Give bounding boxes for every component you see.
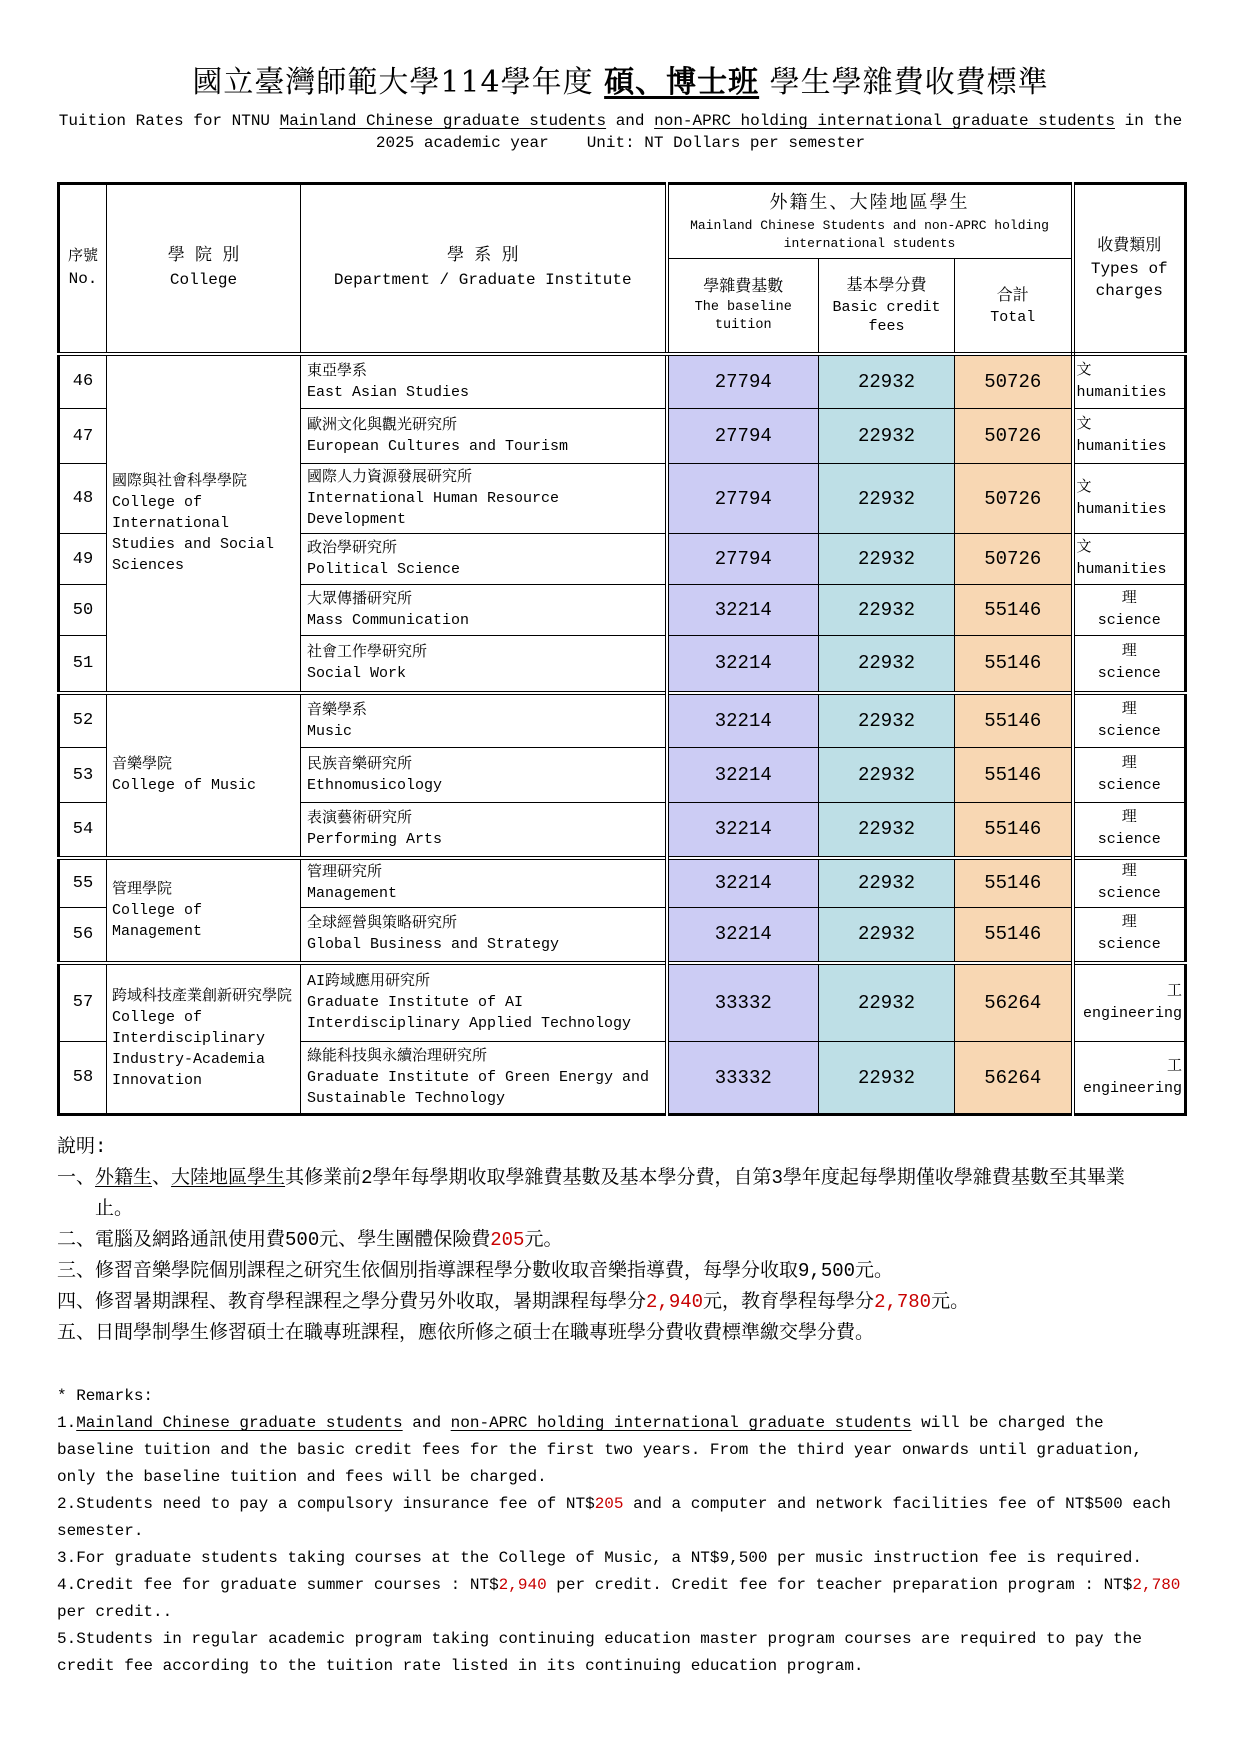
type-zh: 理 (1121, 863, 1137, 881)
remark-text: and (402, 1414, 451, 1432)
note-text: 日間學制學生修習碩士在職專班課程，應依所修之碩士在職專班學分費收費標準繳交學分費。 (95, 1322, 875, 1344)
type-en: humanities (1076, 438, 1167, 455)
subtitle-underlined-1: Mainland Chinese graduate students (279, 112, 607, 130)
college-en: College of Management (112, 901, 203, 940)
header-credit-en2: fees (868, 318, 905, 336)
department-cell (301, 693, 667, 748)
total-value: 50726 (955, 409, 1073, 464)
note-marker: 一、 (57, 1167, 96, 1189)
note-marker: 五、 (57, 1322, 96, 1344)
remark-number: 3. (57, 1549, 77, 1567)
college-zh: 音樂學院 (112, 756, 173, 773)
type-zh: 理 (1121, 590, 1137, 607)
type-en: science (1097, 722, 1161, 740)
department-cell (301, 1042, 667, 1115)
row-number: 58 (59, 1042, 107, 1115)
department-cell (301, 858, 667, 908)
total-value: 50726 (955, 534, 1073, 585)
unit-label: Unit: NT Dollars per semester (586, 134, 866, 152)
credit-value: 22932 (819, 636, 955, 693)
type-en: science (1097, 665, 1161, 683)
note-text: 電腦及網路通訊使用費500元、學生團體保險費 (95, 1229, 491, 1251)
total-value: 55146 (955, 585, 1073, 636)
table-row (59, 858, 1186, 908)
note-text: 元。 (931, 1291, 970, 1313)
total-value: 55146 (955, 908, 1073, 963)
department-en: Social Work (307, 665, 407, 683)
note-item-5 (57, 1318, 1157, 1349)
type-en: humanities (1076, 383, 1167, 401)
baseline-value: 32214 (667, 803, 819, 858)
remark-highlight-amount: 2,780 (1132, 1576, 1181, 1594)
remark-number: 2. (57, 1495, 77, 1513)
department-zh: 大眾傳播研究所 (307, 591, 413, 608)
note-text: 、 (152, 1167, 172, 1189)
remark-highlight-amount: 205 (594, 1495, 624, 1513)
college-en: College of Interdisciplinary Industry-Academia Innovation (112, 1009, 266, 1090)
credit-value: 22932 (819, 803, 955, 858)
credit-value: 22932 (819, 585, 955, 636)
department-zh: 歐洲文化與觀光研究所 (307, 417, 458, 434)
type-cell (1073, 464, 1186, 534)
subtitle-underlined-2: non-APRC holding international graduate students (654, 112, 1115, 130)
header-total (955, 259, 1073, 354)
academic-year: 2025 academic year (375, 134, 549, 152)
department-en: Performing Arts (307, 831, 443, 849)
note-text: 元，教育學程每學分 (703, 1291, 875, 1313)
type-zh: 理 (1121, 643, 1137, 661)
note-underlined: 外籍生 (95, 1167, 153, 1189)
baseline-value: 32214 (667, 858, 819, 908)
college-cell (107, 963, 301, 1115)
total-value: 56264 (955, 1042, 1073, 1115)
note-text: 元。 (524, 1229, 563, 1251)
row-number: 46 (59, 354, 107, 409)
header-group-zh: 外籍生、大陸地區學生 (769, 193, 970, 214)
tuition-table (57, 182, 1187, 1116)
college-cell (107, 858, 301, 963)
header-group-en1: Mainland Chinese Students and non-APRC holding (690, 217, 1049, 233)
department-cell (301, 534, 667, 585)
header-group-en2: international students (783, 235, 956, 251)
remark-text: per credit. Credit fee for teacher preparation program : NT$ (546, 1576, 1133, 1594)
header-types-en1: Types of (1090, 260, 1168, 279)
type-en: engineering (1082, 1004, 1182, 1022)
department-en: Management (307, 885, 398, 903)
type-zh: 文 (1076, 361, 1092, 379)
college-zh: 國際與社會科學學院 (112, 472, 248, 490)
header-credit-zh: 基本學分費 (846, 277, 927, 296)
department-cell (301, 908, 667, 963)
type-cell (1073, 963, 1186, 1042)
type-cell (1073, 693, 1186, 748)
remarks-label: * Remarks: (57, 1387, 154, 1405)
note-text: 修習暑期課程、教育學程課程之學分費另外收取，暑期課程每學分 (95, 1291, 647, 1313)
note-item-2 (57, 1225, 1157, 1256)
header-no (59, 184, 107, 354)
total-value: 50726 (955, 464, 1073, 534)
header-credit-fees (819, 259, 955, 354)
department-zh: 政治學研究所 (307, 540, 398, 557)
department-en: Political Science (307, 561, 461, 578)
header-student-group (667, 184, 1073, 259)
remark-number: 1. (57, 1414, 77, 1432)
department-zh: 表演藝術研究所 (307, 810, 413, 828)
note-item-1 (57, 1163, 1157, 1225)
title-emphasis: 碩、博士班 (604, 65, 760, 100)
header-college-en: College (169, 271, 238, 290)
college-zh: 管理學院 (112, 880, 173, 898)
remark-item-2 (57, 1491, 1185, 1545)
header-total-zh: 合計 (996, 286, 1029, 305)
type-cell (1073, 534, 1186, 585)
credit-value: 22932 (819, 908, 955, 963)
total-value: 55146 (955, 636, 1073, 693)
baseline-value: 27794 (667, 534, 819, 585)
remark-item-3 (57, 1545, 1185, 1572)
department-zh: 東亞學系 (307, 362, 368, 380)
note-body (95, 1163, 1157, 1225)
total-value: 50726 (955, 354, 1073, 409)
remark-text: per credit.. (57, 1603, 173, 1621)
department-en: Music (307, 722, 353, 740)
total-value: 55146 (955, 693, 1073, 748)
row-number: 48 (59, 464, 107, 534)
row-number: 49 (59, 534, 107, 585)
note-underlined: 大陸地區學生 (171, 1167, 286, 1189)
page-subtitle (57, 110, 1184, 154)
row-number: 52 (59, 693, 107, 748)
type-cell (1073, 748, 1186, 803)
type-en: humanities (1076, 500, 1167, 518)
type-en: science (1097, 936, 1161, 954)
page-title (57, 64, 1184, 102)
note-body (95, 1287, 1157, 1318)
department-en: Ethnomusicology (307, 777, 443, 794)
credit-value: 22932 (819, 748, 955, 803)
header-baseline-tuition (667, 259, 819, 354)
remark-highlight-amount: 2,940 (498, 1576, 547, 1594)
remark-item-1 (57, 1410, 1185, 1491)
department-zh: 管理研究所 (307, 864, 383, 882)
row-number: 57 (59, 963, 107, 1042)
note-item-4 (57, 1287, 1157, 1318)
credit-value: 22932 (819, 464, 955, 534)
remark-text: Students need to pay a compulsory insurance fee of NT$ (76, 1495, 595, 1513)
baseline-value: 32214 (667, 748, 819, 803)
type-zh: 文 (1076, 478, 1092, 496)
remark-underlined: Mainland Chinese graduate students (76, 1414, 403, 1432)
subtitle-line2 (57, 132, 1184, 154)
remark-text: will be charged the baseline tuition and the basic credit fees for the first two years. From the third year onwards until graduation, only the baseline tuition and fees will be charged. (57, 1414, 1142, 1486)
table-row (59, 693, 1186, 748)
credit-value: 22932 (819, 409, 955, 464)
type-zh: 理 (1121, 755, 1137, 772)
credit-value: 22932 (819, 1042, 955, 1115)
type-cell (1073, 908, 1186, 963)
baseline-value: 33332 (667, 1042, 819, 1115)
department-zh: 國際人力資源發展研究所 (307, 469, 473, 486)
header-department-en: Department / Graduate Institute (333, 271, 632, 290)
remark-item-5 (57, 1626, 1185, 1680)
title-suffix: 學生學雜費收費標準 (759, 65, 1049, 100)
department-en: Mass Communication (307, 612, 470, 629)
note-highlight-amount: 2,780 (874, 1291, 932, 1313)
header-types-en2: charges (1095, 282, 1163, 301)
remark-underlined: non-APRC holding international graduate students (450, 1414, 912, 1432)
title-prefix: 國立臺灣師範大學114學年度 (192, 65, 605, 100)
credit-value: 22932 (819, 693, 955, 748)
type-cell (1073, 409, 1186, 464)
baseline-value: 32214 (667, 636, 819, 693)
department-zh: AI跨域應用研究所 (307, 973, 431, 991)
header-no-zh: 序號 (67, 248, 98, 266)
total-value: 55146 (955, 858, 1073, 908)
header-credit-en1: Basic credit (832, 299, 941, 317)
type-zh: 理 (1121, 700, 1137, 718)
type-en: humanities (1076, 561, 1167, 578)
row-number: 53 (59, 748, 107, 803)
baseline-value: 32214 (667, 693, 819, 748)
header-baseline-en2: tuition (714, 318, 772, 334)
note-highlight-amount: 205 (490, 1229, 525, 1251)
department-en: Global Business and Strategy (307, 936, 560, 954)
row-number: 55 (59, 858, 107, 908)
note-body (95, 1225, 1157, 1256)
type-en: science (1097, 831, 1161, 849)
subtitle-line1 (57, 110, 1184, 132)
row-number: 47 (59, 409, 107, 464)
department-en: East Asian Studies (307, 383, 470, 401)
credit-value: 22932 (819, 534, 955, 585)
department-zh: 綠能科技與永續治理研究所 (307, 1048, 488, 1065)
credit-value: 22932 (819, 963, 955, 1042)
department-cell (301, 354, 667, 409)
credit-value: 22932 (819, 354, 955, 409)
subtitle-text: Tuition Rates for NTNU (58, 112, 280, 130)
baseline-value: 32214 (667, 585, 819, 636)
baseline-value: 27794 (667, 409, 819, 464)
header-college-zh: 學 院 別 (167, 247, 240, 267)
header-department (301, 184, 667, 354)
college-en: College of International Studies and Social Sciences (112, 493, 275, 574)
department-cell (301, 409, 667, 464)
type-en: science (1097, 777, 1161, 794)
header-department-zh: 學 系 別 (447, 247, 519, 267)
header-types-zh: 收費類別 (1097, 237, 1162, 256)
department-en: International Human Resource Development (307, 490, 560, 528)
type-zh: 理 (1121, 809, 1137, 827)
type-cell (1073, 858, 1186, 908)
remark-text: For graduate students taking courses at the College of Music, a NT$9,500 per music instruction fee is required. (76, 1549, 1142, 1567)
type-en: science (1097, 885, 1161, 903)
department-en: Graduate Institute of AI Interdisciplinary Applied Technology (307, 994, 632, 1033)
note-item-3 (57, 1256, 1157, 1287)
department-cell (301, 636, 667, 693)
college-zh: 跨域科技產業創新研究學院 (112, 988, 293, 1006)
college-cell (107, 693, 301, 858)
remark-number: 5. (57, 1630, 77, 1648)
type-zh: 文 (1076, 416, 1092, 433)
baseline-value: 32214 (667, 908, 819, 963)
department-zh: 音樂學系 (307, 701, 368, 719)
remark-text: and a computer and network facilities fee of NT$500 each semester. (57, 1495, 1171, 1540)
baseline-value: 33332 (667, 963, 819, 1042)
department-zh: 民族音樂研究所 (307, 756, 413, 773)
notes-section (57, 1132, 1157, 1349)
remark-text: Credit fee for graduate summer courses : NT$ (76, 1576, 499, 1594)
note-highlight-amount: 2,940 (646, 1291, 704, 1313)
credit-value: 22932 (819, 858, 955, 908)
header-types (1073, 184, 1186, 354)
college-cell (107, 354, 301, 693)
type-cell (1073, 354, 1186, 409)
remark-item-4 (57, 1572, 1185, 1626)
row-number: 54 (59, 803, 107, 858)
table-row (59, 963, 1186, 1042)
department-cell (301, 585, 667, 636)
header-total-en: Total (990, 308, 1036, 326)
notes-label: 說明: (57, 1136, 107, 1158)
department-cell (301, 748, 667, 803)
type-en: science (1097, 612, 1161, 629)
header-baseline-en1: The baseline (694, 300, 792, 316)
total-value: 56264 (955, 963, 1073, 1042)
type-zh: 文 (1076, 539, 1092, 556)
header-baseline-zh: 學雜費基數 (703, 278, 784, 297)
subtitle-text: and (606, 112, 655, 130)
remark-text: Students in regular academic program taking continuing education master program courses are required to pay the credit fee according to the tuition rate listed in its continuing education program. (57, 1630, 1142, 1675)
type-zh: 工 (1166, 1057, 1182, 1075)
type-zh: 理 (1121, 914, 1137, 932)
note-text: 其修業前2學年每學期收取學雜費基數及基本學分費，自第3學年度起每學期僅收學雜費基數至其畢業止。 (95, 1167, 1125, 1220)
remark-number: 4. (57, 1576, 77, 1594)
subtitle-text: in the (1114, 112, 1183, 130)
department-en: Graduate Institute of Green Energy and Sustainable Technology (307, 1069, 650, 1107)
department-cell (301, 963, 667, 1042)
remarks-section (57, 1383, 1185, 1680)
college-en: College of Music (112, 777, 257, 794)
type-cell (1073, 636, 1186, 693)
header-college (107, 184, 301, 354)
note-marker: 四、 (57, 1291, 96, 1313)
row-number: 50 (59, 585, 107, 636)
total-value: 55146 (955, 803, 1073, 858)
row-number: 51 (59, 636, 107, 693)
note-marker: 三、 (57, 1260, 96, 1282)
header-no-en: No. (68, 270, 98, 289)
row-number: 56 (59, 908, 107, 963)
department-cell (301, 803, 667, 858)
table-row (59, 354, 1186, 409)
department-zh: 全球經營與策略研究所 (307, 915, 458, 933)
department-en: European Cultures and Tourism (307, 438, 569, 455)
type-cell (1073, 803, 1186, 858)
department-cell (301, 464, 667, 534)
total-value: 55146 (955, 748, 1073, 803)
type-en: engineering (1082, 1079, 1182, 1097)
baseline-value: 27794 (667, 464, 819, 534)
type-cell (1073, 1042, 1186, 1115)
department-zh: 社會工作學研究所 (307, 644, 428, 662)
baseline-value: 27794 (667, 354, 819, 409)
note-text: 修習音樂學院個別課程之研究生依個別指導課程學分數收取音樂指導費，每學分收取9,500元。 (95, 1260, 894, 1282)
type-zh: 工 (1166, 982, 1182, 1000)
type-cell (1073, 585, 1186, 636)
note-marker: 二、 (57, 1229, 96, 1251)
